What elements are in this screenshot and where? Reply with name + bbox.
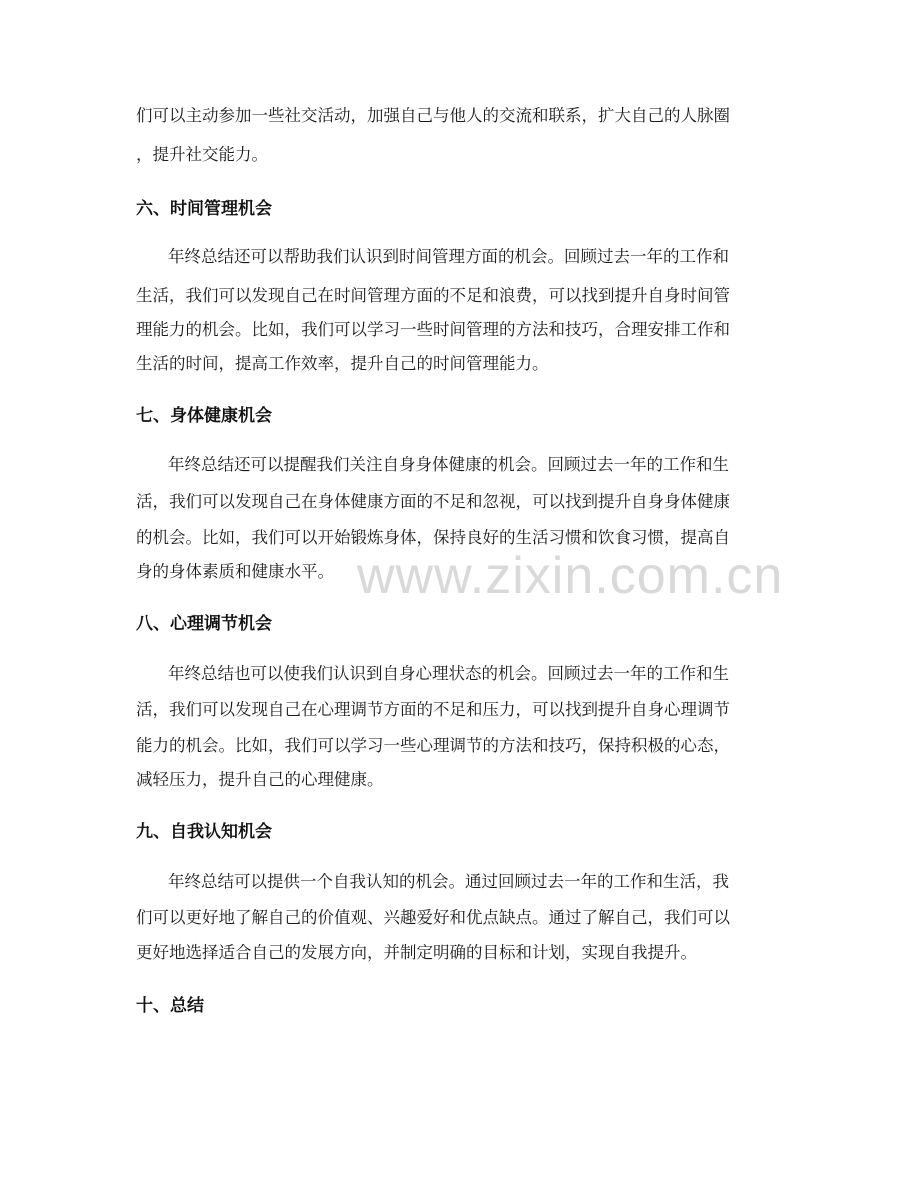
- paragraph-line: 的机会。比如，我们可以开始锻炼身体，保持良好的生活习惯和饮食习惯，提高自: [136, 528, 730, 547]
- paragraph-line: 们可以更好地了解自己的价值观、兴趣爱好和优点缺点。通过了解自己，我们可以: [136, 908, 730, 927]
- section-heading-physical-health: 七、身体健康机会: [136, 406, 272, 426]
- watermark: www.zixin.com.cn: [357, 547, 784, 605]
- paragraph-line: 身的身体素质和健康水平。: [136, 562, 334, 581]
- section-heading-summary: 十、总结: [136, 996, 204, 1016]
- paragraph-line: 减轻压力，提升自己的心理健康。: [136, 770, 384, 789]
- paragraph-line: 们可以主动参加一些社交活动，加强自己与他人的交流和联系，扩大自己的人脉圈: [136, 106, 730, 125]
- paragraph-line: ，提升社交能力。: [136, 145, 268, 164]
- section-heading-mental-adjustment: 八、心理调节机会: [136, 614, 272, 634]
- paragraph-line: 生活，我们可以发现自己在时间管理方面的不足和浪费，可以找到提升自身时间管: [136, 286, 730, 305]
- paragraph-line: 能力的机会。比如，我们可以学习一些心理调节的方法和技巧，保持积极的心态，: [136, 736, 730, 755]
- paragraph-line: 更好地选择适合自己的发展方向，并制定明确的目标和计划，实现自我提升。: [136, 943, 697, 962]
- paragraph-line: 年终总结还可以帮助我们认识到时间管理方面的机会。回顾过去一年的工作和: [168, 247, 729, 266]
- paragraph-line: 生活的时间，提高工作效率，提升自己的时间管理能力。: [136, 354, 549, 373]
- paragraph-line: 活，我们可以发现自己在心理调节方面的不足和压力，可以找到提升自身心理调节: [136, 700, 730, 719]
- paragraph-line: 年终总结可以提供一个自我认知的机会。通过回顾过去一年的工作和生活，我: [168, 872, 729, 891]
- paragraph-line: 年终总结还可以提醒我们关注自身身体健康的机会。回顾过去一年的工作和生: [168, 455, 729, 474]
- paragraph-line: 年终总结也可以使我们认识到自身心理状态的机会。回顾过去一年的工作和生: [168, 664, 729, 683]
- paragraph-line: 理能力的机会。比如，我们可以学习一些时间管理的方法和技巧，合理安排工作和: [136, 320, 730, 339]
- section-heading-time-management: 六、时间管理机会: [136, 199, 272, 219]
- section-heading-self-awareness: 九、自我认知机会: [136, 822, 272, 842]
- paragraph-line: 活，我们可以发现自己在身体健康方面的不足和忽视，可以找到提升自身身体健康: [136, 492, 730, 511]
